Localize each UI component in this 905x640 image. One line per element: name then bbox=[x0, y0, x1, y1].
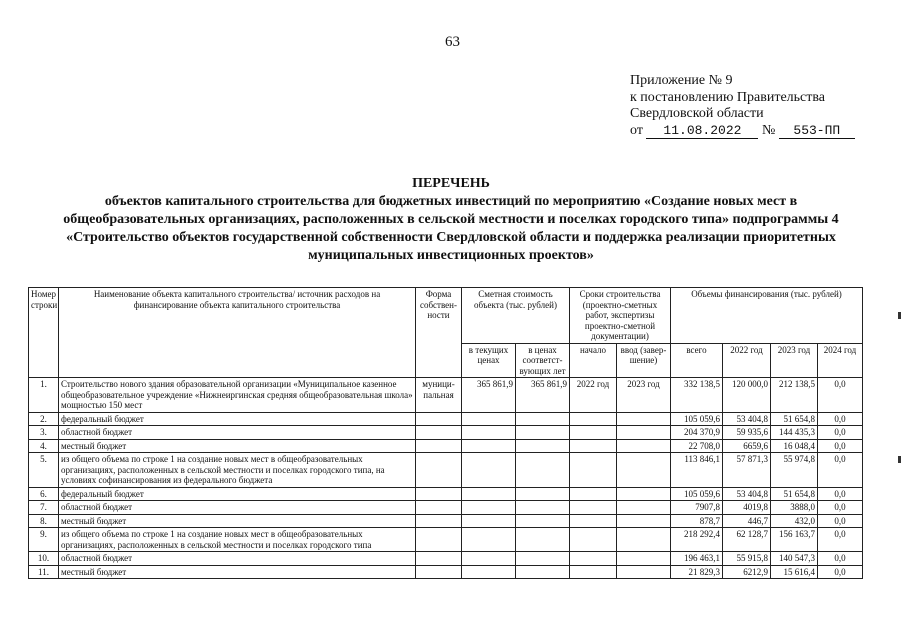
cell-2024: 0,0 bbox=[818, 453, 863, 488]
cell-object-name: местный бюджет bbox=[59, 439, 416, 453]
cell-2022: 53 404,8 bbox=[723, 487, 771, 501]
cell-ownership bbox=[416, 528, 462, 552]
cell-terms-start bbox=[570, 439, 617, 453]
header-cost: Сметная стоимость объекта (тыс. рублей) bbox=[462, 288, 570, 344]
table-header-row bbox=[29, 288, 863, 344]
table-row bbox=[29, 552, 863, 566]
cell-object-name: из общего объема по строке 1 на создание новых мест в общеобразовательных организациях, расположенных в сельской местности и поселках городского типа bbox=[59, 528, 416, 552]
cell-2022: 57 871,3 bbox=[723, 453, 771, 488]
cell-terms-start bbox=[570, 412, 617, 426]
table-row bbox=[29, 501, 863, 515]
cell-terms-start bbox=[570, 426, 617, 440]
cell-object-name: областной бюджет bbox=[59, 426, 416, 440]
cell-terms-end bbox=[617, 426, 671, 440]
cell-2022: 120 000,0 bbox=[723, 378, 771, 413]
cell-total: 105 059,6 bbox=[671, 412, 723, 426]
cell-cost-adjusted bbox=[516, 552, 570, 566]
cell-2023: 55 974,8 bbox=[771, 453, 818, 488]
cell-terms-end bbox=[617, 487, 671, 501]
cell-ownership bbox=[416, 514, 462, 528]
header-object-name: Наименование объекта капитального строительства/ источник расходов на финансирование объекта капитального строительства bbox=[59, 288, 416, 378]
cell-row-number: 6. bbox=[29, 487, 59, 501]
cell-cost-adjusted bbox=[516, 412, 570, 426]
cell-object-name: Строительство нового здания образовательной организации «Муниципальное казенное общеобразовательное учреждение «Нижнеиргинская средняя общеобразовательная школа» мощностью 150 мест bbox=[59, 378, 416, 413]
cell-2022: 59 935,6 bbox=[723, 426, 771, 440]
header-row-number: Номер строки bbox=[29, 288, 59, 378]
cell-ownership bbox=[416, 501, 462, 515]
cell-2024: 0,0 bbox=[818, 378, 863, 413]
cell-object-name: местный бюджет bbox=[59, 514, 416, 528]
cell-row-number: 8. bbox=[29, 514, 59, 528]
approval-block bbox=[630, 73, 855, 139]
cell-terms-end bbox=[617, 412, 671, 426]
header-funding: Объемы финансирования (тыс. рублей) bbox=[671, 288, 863, 344]
approval-number: 553-ПП bbox=[779, 124, 855, 139]
cell-cost-adjusted bbox=[516, 565, 570, 579]
cell-object-name: областной бюджет bbox=[59, 501, 416, 515]
cell-2024: 0,0 bbox=[818, 439, 863, 453]
cell-row-number: 11. bbox=[29, 565, 59, 579]
cell-2022: 446,7 bbox=[723, 514, 771, 528]
cell-object-name: местный бюджет bbox=[59, 565, 416, 579]
scan-edge-mark bbox=[898, 312, 901, 319]
cell-ownership bbox=[416, 487, 462, 501]
cell-ownership bbox=[416, 439, 462, 453]
cell-row-number: 4. bbox=[29, 439, 59, 453]
cell-row-number: 9. bbox=[29, 528, 59, 552]
cell-object-name: федеральный бюджет bbox=[59, 412, 416, 426]
header-ownership: Форма собствен- ности bbox=[416, 288, 462, 378]
page-number: 63 bbox=[445, 34, 460, 50]
cell-2023: 432,0 bbox=[771, 514, 818, 528]
cell-2024: 0,0 bbox=[818, 565, 863, 579]
cell-2022: 55 915,8 bbox=[723, 552, 771, 566]
cell-2023: 51 654,8 bbox=[771, 487, 818, 501]
number-label: № bbox=[761, 122, 776, 138]
cell-ownership bbox=[416, 453, 462, 488]
from-label: от bbox=[630, 122, 643, 138]
cell-row-number: 2. bbox=[29, 412, 59, 426]
cell-2024: 0,0 bbox=[818, 552, 863, 566]
cell-terms-start bbox=[570, 487, 617, 501]
header-total: всего bbox=[671, 343, 723, 378]
cell-2023: 212 138,5 bbox=[771, 378, 818, 413]
cell-total: 22 708,0 bbox=[671, 439, 723, 453]
cell-ownership bbox=[416, 412, 462, 426]
cell-terms-end bbox=[617, 439, 671, 453]
cell-total: 878,7 bbox=[671, 514, 723, 528]
cell-terms-start bbox=[570, 514, 617, 528]
cell-cost-current bbox=[462, 412, 516, 426]
cell-2022: 53 404,8 bbox=[723, 412, 771, 426]
cell-terms-start: 2022 год bbox=[570, 378, 617, 413]
cell-cost-adjusted bbox=[516, 487, 570, 501]
cell-terms-start bbox=[570, 528, 617, 552]
cell-total: 218 292,4 bbox=[671, 528, 723, 552]
cell-2022: 6659,6 bbox=[723, 439, 771, 453]
cell-object-name: областной бюджет bbox=[59, 552, 416, 566]
cell-2023: 156 163,7 bbox=[771, 528, 818, 552]
document-title bbox=[20, 175, 882, 265]
cell-cost-current bbox=[462, 501, 516, 515]
table-body bbox=[29, 378, 863, 579]
cell-cost-current bbox=[462, 453, 516, 488]
cell-cost-adjusted bbox=[516, 439, 570, 453]
cell-2023: 3888,0 bbox=[771, 501, 818, 515]
table-row bbox=[29, 487, 863, 501]
table-row bbox=[29, 412, 863, 426]
cell-total: 105 059,6 bbox=[671, 487, 723, 501]
cell-object-name: федеральный бюджет bbox=[59, 487, 416, 501]
cell-terms-start bbox=[570, 565, 617, 579]
scan-edge-mark bbox=[898, 456, 901, 463]
cell-cost-adjusted bbox=[516, 501, 570, 515]
cell-total: 7907,8 bbox=[671, 501, 723, 515]
cell-cost-adjusted bbox=[516, 528, 570, 552]
cell-terms-start bbox=[570, 453, 617, 488]
cell-terms-start bbox=[570, 552, 617, 566]
cell-row-number: 5. bbox=[29, 453, 59, 488]
cell-cost-current bbox=[462, 514, 516, 528]
header-terms-end: ввод (завер- шение) bbox=[617, 343, 671, 378]
title-line-3: «Строительство объектов государственной собственности Свердловской области и поддержка реализации приоритетных bbox=[66, 230, 836, 245]
cell-row-number: 3. bbox=[29, 426, 59, 440]
approval-date: 11.08.2022 bbox=[646, 124, 758, 139]
title-line-4: муниципальных инвестиционных проектов» bbox=[308, 248, 594, 263]
table-row bbox=[29, 378, 863, 413]
cell-total: 21 829,3 bbox=[671, 565, 723, 579]
cell-cost-adjusted bbox=[516, 426, 570, 440]
cell-cost-current bbox=[462, 439, 516, 453]
title-line-1: объектов капитального строительства для бюджетных инвестиций по мероприятию «Создание новых мест в bbox=[104, 194, 798, 209]
cell-ownership bbox=[416, 426, 462, 440]
cell-2024: 0,0 bbox=[818, 487, 863, 501]
cell-cost-adjusted bbox=[516, 453, 570, 488]
cell-2024: 0,0 bbox=[818, 412, 863, 426]
cell-cost-current: 365 861,9 bbox=[462, 378, 516, 413]
cell-ownership bbox=[416, 552, 462, 566]
table-row bbox=[29, 453, 863, 488]
cell-2024: 0,0 bbox=[818, 528, 863, 552]
cell-row-number: 1. bbox=[29, 378, 59, 413]
cell-row-number: 10. bbox=[29, 552, 59, 566]
cell-cost-adjusted: 365 861,9 bbox=[516, 378, 570, 413]
cell-terms-end bbox=[617, 552, 671, 566]
approval-date-line bbox=[630, 123, 855, 140]
table-row bbox=[29, 426, 863, 440]
table-row bbox=[29, 565, 863, 579]
cell-2024: 0,0 bbox=[818, 514, 863, 528]
cell-terms-end bbox=[617, 453, 671, 488]
cell-2022: 6212,9 bbox=[723, 565, 771, 579]
cell-object-name: из общего объема по строке 1 на создание новых мест в общеобразовательных организациях, расположенных в сельской местности и поселках городского типа, на условиях софинансирования из федерального бюджета bbox=[59, 453, 416, 488]
cell-2022: 4019,8 bbox=[723, 501, 771, 515]
cell-2023: 16 048,4 bbox=[771, 439, 818, 453]
cell-cost-adjusted bbox=[516, 514, 570, 528]
approval-line-2: к постановлению Правительства bbox=[630, 89, 826, 105]
cell-row-number: 7. bbox=[29, 501, 59, 515]
cell-2023: 144 435,3 bbox=[771, 426, 818, 440]
cell-ownership bbox=[416, 565, 462, 579]
table-row bbox=[29, 514, 863, 528]
cell-2023: 15 616,4 bbox=[771, 565, 818, 579]
cell-2023: 51 654,8 bbox=[771, 412, 818, 426]
cell-2024: 0,0 bbox=[818, 426, 863, 440]
capital-objects-table bbox=[28, 287, 863, 579]
cell-terms-start bbox=[570, 501, 617, 515]
cell-terms-end bbox=[617, 528, 671, 552]
cell-cost-current bbox=[462, 552, 516, 566]
cell-terms-end bbox=[617, 514, 671, 528]
cell-ownership: муници- пальная bbox=[416, 378, 462, 413]
cell-total: 113 846,1 bbox=[671, 453, 723, 488]
table-row bbox=[29, 528, 863, 552]
cell-2024: 0,0 bbox=[818, 501, 863, 515]
approval-line-3: Свердловской области bbox=[630, 106, 764, 121]
cell-2023: 140 547,3 bbox=[771, 552, 818, 566]
cell-total: 196 463,1 bbox=[671, 552, 723, 566]
cell-cost-current bbox=[462, 487, 516, 501]
approval-line-1: Приложение № 9 bbox=[630, 73, 733, 88]
cell-cost-current bbox=[462, 565, 516, 579]
cell-2022: 62 128,7 bbox=[723, 528, 771, 552]
header-terms-start: начало bbox=[570, 343, 617, 378]
cell-cost-current bbox=[462, 528, 516, 552]
header-2022: 2022 год bbox=[723, 343, 771, 378]
table-row bbox=[29, 439, 863, 453]
cell-terms-end bbox=[617, 565, 671, 579]
header-cost-adjusted: в ценах соответст- вующих лет bbox=[516, 343, 570, 378]
cell-total: 332 138,5 bbox=[671, 378, 723, 413]
cell-terms-end bbox=[617, 501, 671, 515]
cell-terms-end: 2023 год bbox=[617, 378, 671, 413]
header-2023: 2023 год bbox=[771, 343, 818, 378]
title-heading: ПЕРЕЧЕНЬ bbox=[412, 176, 490, 191]
header-cost-current: в текущих ценах bbox=[462, 343, 516, 378]
title-line-2: общеобразовательных организациях, расположенных в сельской местности и поселках городского типа» подпрограммы 4 bbox=[63, 212, 839, 227]
header-2024: 2024 год bbox=[818, 343, 863, 378]
cell-cost-current bbox=[462, 426, 516, 440]
cell-total: 204 370,9 bbox=[671, 426, 723, 440]
header-terms: Сроки строительства (проектно-сметных работ, экспертизы проектно-сметной документации) bbox=[570, 288, 671, 344]
